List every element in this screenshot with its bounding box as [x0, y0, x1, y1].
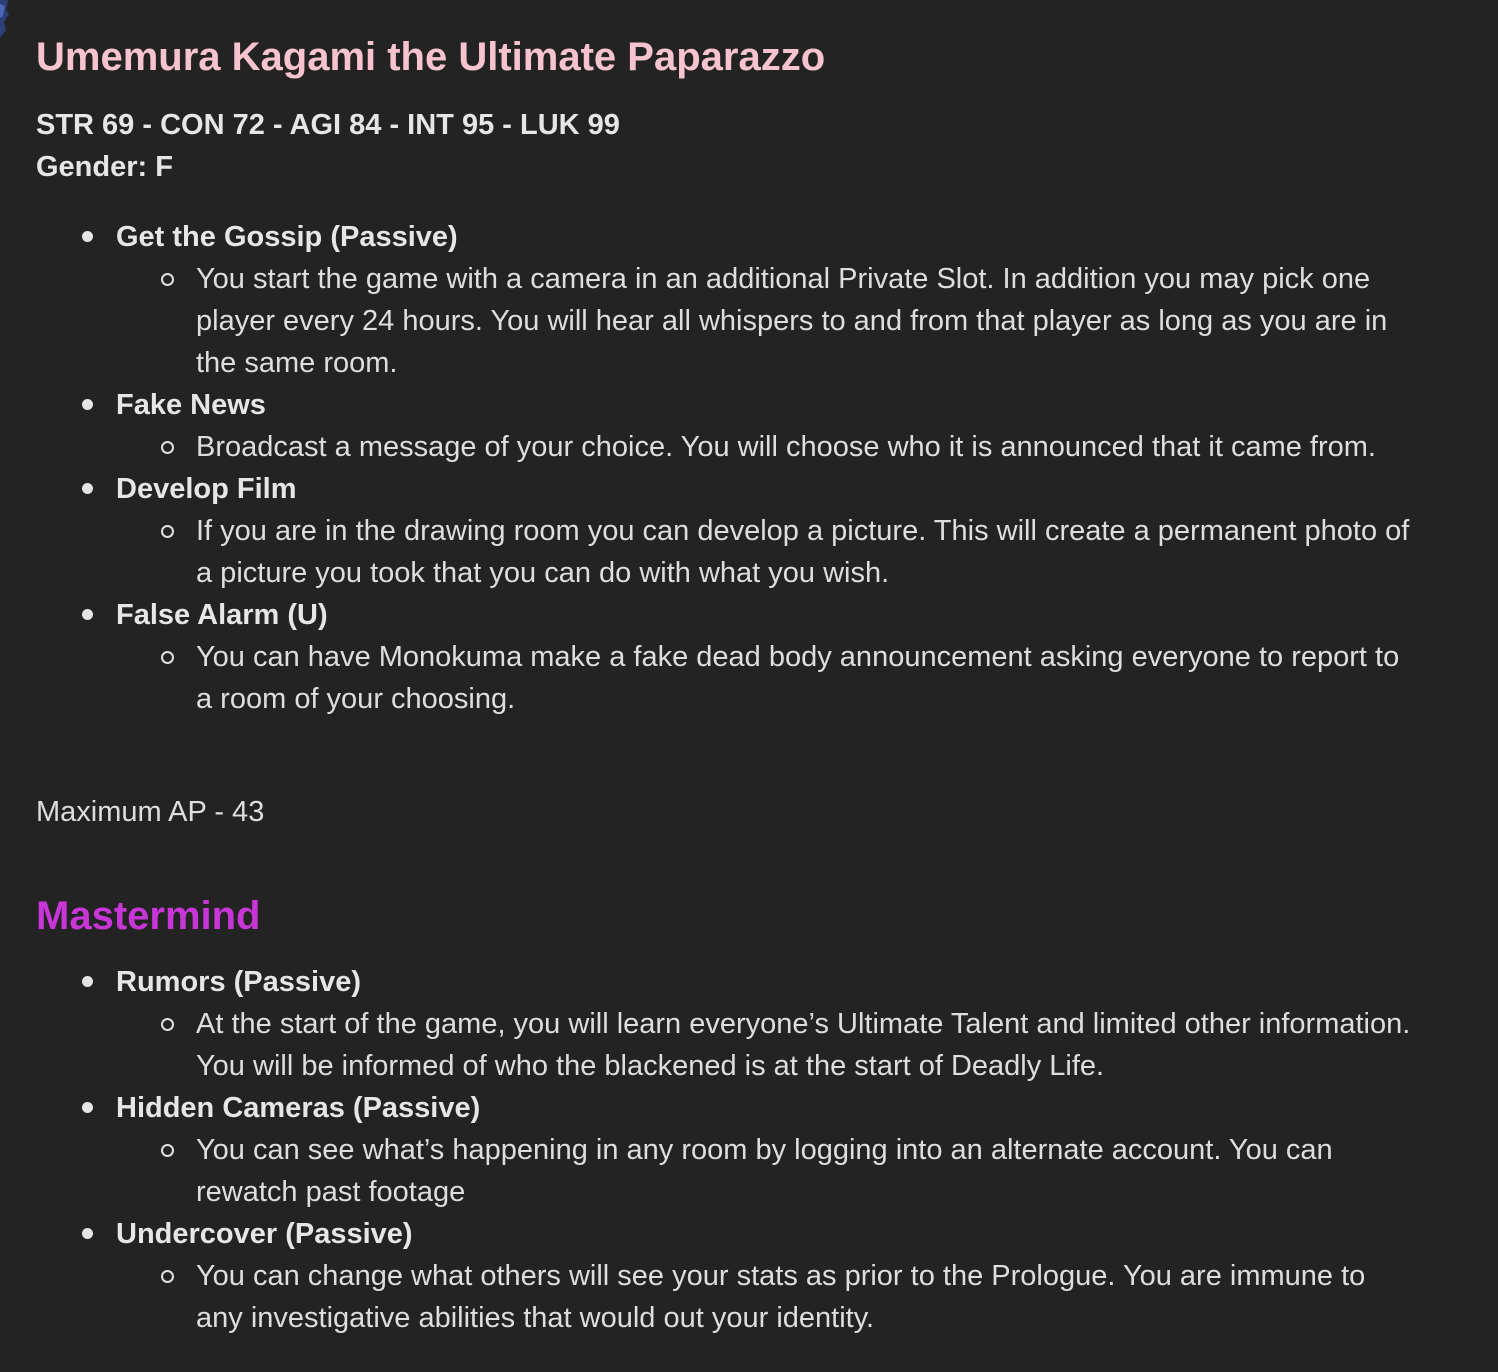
ability-description: At the start of the game, you will learn everyone’s Ultimate Talent and limited other information. You will be informed of who the blackened is at the start of Deadly Life.	[196, 1008, 1411, 1082]
ability-description: You start the game with a camera in an additional Private Slot. In addition you may pick one player every 24 hours. You will hear all whispers to and from that player as long as you are in the same room.	[196, 263, 1388, 379]
ability-description: If you are in the drawing room you can develop a picture. This will create a permanent photo of a picture you took that you can do with what you wish.	[196, 515, 1410, 589]
ability-description-item	[116, 636, 1416, 720]
bullet-dot-icon	[82, 976, 93, 987]
ability-name: Hidden Cameras (Passive)	[116, 1092, 481, 1124]
character-title: Umemura Kagami the Ultimate Paparazzo	[36, 35, 826, 79]
ability-description-item	[116, 1129, 1416, 1213]
bullet-circle-icon	[161, 525, 174, 538]
bullet-circle-icon	[161, 273, 174, 286]
ability-name: Rumors (Passive)	[116, 966, 361, 998]
gender-line: Gender: F	[36, 151, 173, 183]
character-ability-list	[36, 216, 1436, 720]
ability-name: Undercover (Passive)	[116, 1218, 413, 1250]
bullet-dot-icon	[82, 609, 93, 620]
ability-name: Fake News	[116, 389, 266, 421]
ability-description-item	[116, 1255, 1416, 1339]
ability-item	[36, 384, 1436, 468]
bullet-dot-icon	[82, 1102, 93, 1113]
mastermind-heading: Mastermind	[36, 894, 261, 938]
character-stats	[36, 104, 620, 188]
ability-description-item	[116, 258, 1416, 384]
ability-item	[36, 1213, 1436, 1339]
ability-description: You can have Monokuma make a fake dead body announcement asking everyone to report to a room of your choosing.	[196, 641, 1400, 715]
bullet-circle-icon	[161, 651, 174, 664]
ability-description: You can see what’s happening in any room by logging into an alternate account. You can rewatch past footage	[196, 1134, 1333, 1208]
bullet-dot-icon	[82, 399, 93, 410]
bullet-dot-icon	[82, 1228, 93, 1239]
corner-decoration-icon	[0, 0, 10, 38]
ability-name: Get the Gossip (Passive)	[116, 221, 458, 253]
ability-description: You can change what others will see your stats as prior to the Prologue. You are immune to any investigative abilities that would out your identity.	[196, 1260, 1366, 1334]
bullet-dot-icon	[82, 483, 93, 494]
ability-description-item	[116, 1003, 1416, 1087]
bullet-dot-icon	[82, 231, 93, 242]
ability-item	[36, 1087, 1436, 1213]
ability-description-item	[116, 510, 1416, 594]
ability-name: Develop Film	[116, 473, 297, 505]
bullet-circle-icon	[161, 1270, 174, 1283]
ability-description: Broadcast a message of your choice. You will choose who it is announced that it came from.	[196, 431, 1376, 463]
bullet-circle-icon	[161, 1018, 174, 1031]
ability-name: False Alarm (U)	[116, 599, 328, 631]
bullet-circle-icon	[161, 1144, 174, 1157]
ability-item	[36, 961, 1436, 1087]
stats-line: STR 69 - CON 72 - AGI 84 - INT 95 - LUK 99	[36, 109, 620, 141]
ability-description-item	[116, 426, 1416, 468]
ability-item	[36, 594, 1436, 720]
mastermind-ability-list	[36, 961, 1436, 1339]
maximum-ap: Maximum AP - 43	[36, 796, 265, 828]
ability-item	[36, 468, 1436, 594]
bullet-circle-icon	[161, 441, 174, 454]
ability-item	[36, 216, 1436, 384]
